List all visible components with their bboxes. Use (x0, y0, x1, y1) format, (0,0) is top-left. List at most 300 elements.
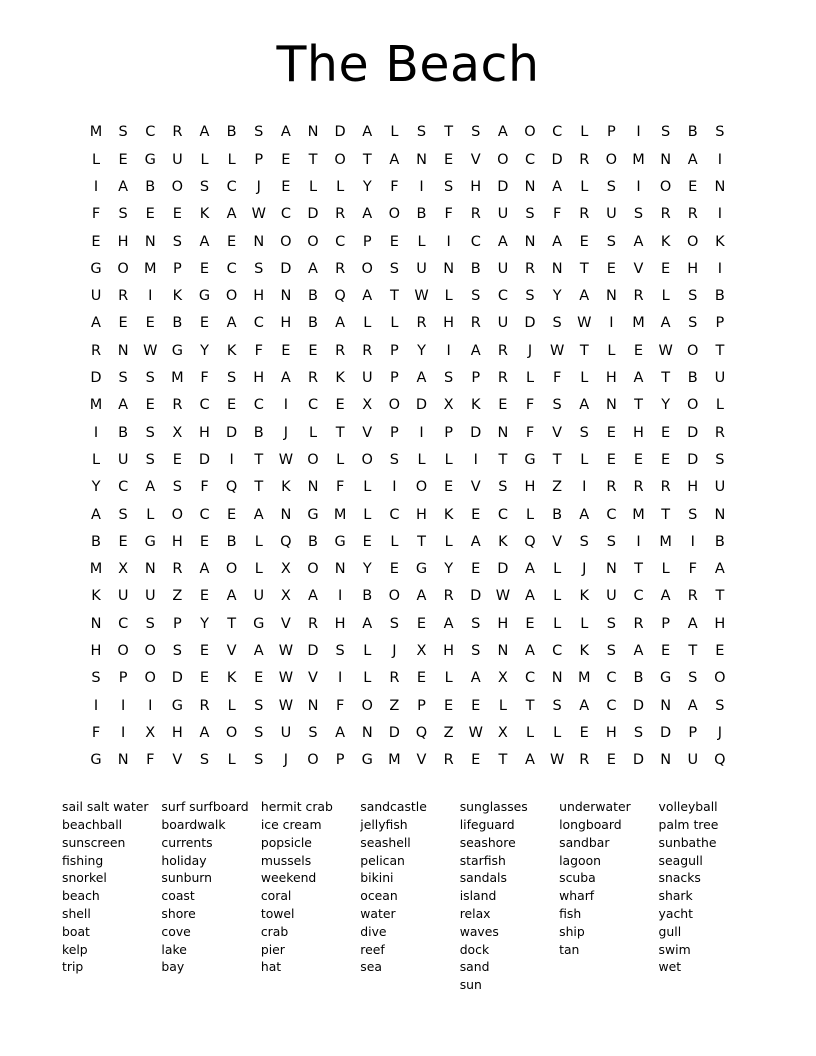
grid-letter: H (171, 533, 183, 550)
grid-letter: I (473, 451, 478, 468)
grid-letter: E (389, 561, 399, 578)
grid-letter: N (117, 752, 129, 769)
word-list-item: sand (459, 959, 490, 975)
grid-letter: H (605, 370, 617, 387)
grid-letter: M (89, 397, 103, 414)
grid-letter: K (199, 206, 210, 223)
word-list-item: sun (459, 977, 482, 993)
grid-letter: A (552, 178, 563, 195)
grid-letter: V (633, 260, 644, 277)
grid-letter: E (199, 315, 210, 332)
grid-letter: P (335, 752, 345, 769)
grid-letter: V (552, 533, 563, 550)
grid-letter: O (334, 151, 346, 168)
grid-letter: R (307, 615, 319, 632)
grid-letter: H (633, 424, 644, 441)
grid-letter: E (281, 151, 291, 168)
grid-letter: P (362, 233, 372, 250)
word-list-item: dock (459, 941, 490, 957)
grid-letter: G (171, 697, 183, 714)
grid-letter: R (714, 424, 725, 441)
grid-letter: E (498, 397, 508, 414)
grid-letter: H (199, 424, 210, 441)
word-list-item: island (459, 888, 497, 904)
grid-row (84, 692, 732, 719)
grid-letter: A (416, 588, 427, 605)
grid-letter: X (280, 561, 291, 578)
grid-letter: T (389, 288, 399, 305)
grid-letter: O (687, 397, 699, 414)
grid-letter: A (362, 615, 373, 632)
grid-letter: L (607, 342, 616, 359)
grid-letter: R (335, 206, 346, 223)
grid-letter: D (524, 315, 536, 332)
grid-letter: O (415, 479, 428, 496)
grid-letter: H (90, 643, 102, 660)
grid-letter: U (714, 479, 726, 496)
grid-letter: L (227, 697, 236, 714)
grid-letter: H (687, 479, 699, 496)
grid-letter: S (688, 315, 698, 332)
grid-letter: Y (200, 342, 209, 359)
grid-letter: G (660, 670, 672, 687)
grid-letter: G (361, 752, 373, 769)
grid-letter: S (145, 424, 155, 441)
word-list-item: wharf (559, 888, 595, 904)
word-list (58, 798, 758, 994)
grid-letter: E (579, 724, 589, 741)
grid-letter: X (497, 670, 508, 687)
grid-letter: O (225, 561, 238, 578)
grid-letter: T (254, 451, 264, 468)
grid-letter: C (606, 697, 617, 714)
word-list-item: sandcastle (360, 799, 427, 815)
grid-letter: E (172, 451, 182, 468)
grid-letter: N (280, 288, 292, 305)
grid-letter: C (226, 178, 237, 195)
grid-letter: O (687, 233, 699, 250)
grid-letter: E (308, 342, 318, 359)
grid-letter: H (253, 288, 265, 305)
grid-letter: L (91, 451, 101, 468)
grid-letter: L (336, 451, 345, 468)
grid-letter: A (118, 397, 129, 414)
grid-letter: A (308, 588, 318, 605)
grid-letter: E (172, 206, 182, 223)
grid-letter: C (199, 506, 210, 523)
grid-letter: H (524, 479, 536, 496)
word-list-item: kelp (62, 941, 88, 957)
grid-letter: N (90, 615, 102, 632)
grid-letter: O (117, 643, 129, 660)
grid-letter: U (172, 151, 183, 168)
grid-letter: D (632, 697, 645, 714)
grid-letter: A (687, 151, 698, 168)
grid-letter: O (144, 643, 156, 660)
grid-letter: F (525, 397, 535, 414)
grid-letter: N (605, 397, 617, 414)
grid-letter: P (390, 424, 399, 441)
grid-letter: N (605, 288, 617, 305)
grid-letter: A (145, 479, 156, 496)
grid-letter: R (606, 479, 617, 496)
grid-letter: H (687, 260, 699, 277)
word-list-item: currents (161, 834, 213, 850)
grid-letter: U (606, 206, 617, 223)
grid-letter: L (363, 506, 372, 523)
grid-letter: T (634, 561, 643, 578)
grid-letter: D (687, 451, 699, 468)
grid-letter: S (471, 288, 481, 305)
grid-letter: S (172, 479, 182, 496)
grid-letter: C (280, 206, 291, 223)
grid-letter: D (415, 397, 428, 414)
grid-row (84, 720, 732, 747)
word-list-item: sunburn (161, 870, 213, 886)
grid-letter: S (715, 697, 725, 714)
grid-letter: O (524, 124, 536, 141)
grid-letter: I (229, 451, 234, 468)
grid-letter: Z (552, 479, 563, 496)
grid-letter: G (198, 288, 211, 305)
grid-letter: A (335, 724, 346, 741)
grid-letter: S (308, 724, 318, 741)
grid-letter: D (280, 260, 292, 277)
grid-letter: N (714, 178, 726, 195)
word-list-item: pelican (360, 852, 405, 868)
grid-letter: E (661, 260, 671, 277)
grid-letter: L (553, 561, 562, 578)
grid-letter: E (118, 151, 128, 168)
grid-letter: P (390, 342, 399, 359)
grid-letter: L (417, 233, 426, 250)
grid-letter: E (661, 451, 671, 468)
grid-letter: I (93, 424, 99, 441)
grid-letter: R (199, 697, 210, 714)
grid-letter: M (577, 670, 591, 687)
word-list-column (559, 798, 658, 994)
grid-letter: C (633, 588, 644, 605)
grid-letter: E (199, 260, 210, 277)
word-list-item: shark (658, 888, 693, 904)
grid-letter: U (497, 206, 509, 223)
word-list-item: cove (161, 923, 191, 939)
grid-letter: L (308, 424, 318, 441)
word-list-item: underwater (559, 799, 631, 815)
grid-row (84, 638, 732, 665)
grid-letter: G (144, 151, 156, 168)
grid-letter: N (307, 697, 319, 714)
grid-row (84, 337, 732, 364)
grid-letter: W (549, 342, 565, 359)
grid-letter: E (715, 643, 725, 660)
grid-letter: Y (91, 479, 101, 496)
grid-letter: A (497, 124, 508, 141)
grid-letter: R (579, 151, 590, 168)
word-list-item: ocean (360, 888, 398, 904)
grid-letter: E (91, 233, 101, 250)
grid-letter: L (580, 370, 589, 387)
grid-letter: I (690, 533, 695, 550)
grid-letter: L (363, 315, 372, 332)
grid-letter: A (280, 124, 291, 141)
word-list-item: palm tree (658, 816, 719, 832)
grid-letter: O (117, 260, 129, 277)
grid-letter: S (525, 288, 535, 305)
grid-letter: J (392, 643, 397, 660)
grid-letter: K (91, 588, 101, 605)
grid-letter: R (633, 615, 644, 632)
grid-letter: T (335, 424, 345, 441)
grid-letter: U (253, 588, 265, 605)
grid-letter: O (605, 151, 618, 168)
grid-letter: D (388, 724, 400, 741)
grid-letter: E (281, 178, 291, 195)
word-list-item: boardwalk (161, 816, 226, 832)
grid-letter: S (606, 233, 616, 250)
word-list-item: fishing (62, 852, 104, 868)
grid-letter: W (468, 724, 483, 741)
grid-letter: L (553, 615, 562, 632)
grid-letter: B (145, 178, 156, 195)
grid-letter: N (253, 233, 265, 250)
grid-letter: W (278, 697, 294, 714)
grid-row (84, 474, 732, 501)
grid-letter: T (688, 643, 698, 660)
grid-letter: Y (362, 178, 372, 195)
grid-letter: E (227, 233, 237, 250)
grid-letter: U (416, 260, 427, 277)
grid-letter: V (416, 752, 427, 769)
grid-letter: I (636, 124, 641, 141)
grid-letter: K (579, 643, 589, 660)
grid-letter: A (226, 588, 237, 605)
grid-letter: C (307, 397, 319, 414)
grid-row (84, 201, 732, 228)
grid-letter: S (606, 533, 616, 550)
grid-letter: O (307, 561, 319, 578)
grid-letter: O (388, 206, 401, 223)
grid-letter: S (389, 260, 399, 277)
grid-letter: A (470, 533, 481, 550)
grid-letter: T (579, 260, 589, 277)
grid-letter: S (172, 233, 182, 250)
word-list-item: pier (260, 941, 285, 957)
grid-letter: Q (225, 479, 238, 496)
grid-letter: V (308, 670, 318, 687)
grid-letter: T (661, 506, 671, 523)
word-list-item: sunbathe (658, 834, 717, 850)
grid-letter: R (470, 315, 481, 332)
grid-letter: A (226, 315, 237, 332)
grid-letter: B (687, 370, 698, 387)
grid-letter: Y (661, 397, 671, 414)
word-list-item: sunglasses (459, 799, 528, 815)
grid-letter: L (254, 561, 263, 578)
grid-letter: S (254, 124, 264, 141)
grid-letter: H (497, 615, 509, 632)
word-list-item: ice cream (260, 816, 322, 832)
grid-letter: L (580, 178, 589, 195)
grid-letter: N (714, 506, 726, 523)
grid-letter: L (227, 151, 236, 168)
grid-letter: L (390, 315, 399, 332)
grid-letter: V (226, 643, 237, 660)
grid-letter: X (172, 424, 183, 441)
grid-letter: A (253, 506, 264, 523)
grid-letter: T (715, 342, 725, 359)
grid-letter: A (335, 315, 346, 332)
word-list-item: tan (559, 941, 580, 957)
grid-letter: K (470, 397, 481, 414)
grid-letter: R (172, 561, 183, 578)
grid-letter: F (91, 724, 101, 741)
grid-letter: M (143, 260, 157, 277)
grid-letter: H (470, 178, 482, 195)
grid-letter: E (145, 397, 155, 414)
grid-letter: A (525, 643, 535, 660)
grid-letter: L (444, 288, 453, 305)
grid-letter: C (552, 124, 563, 141)
grid-letter: P (118, 670, 128, 687)
grid-letter: A (579, 697, 590, 714)
grid-letter: S (471, 124, 481, 141)
word-list-item: sea (360, 959, 382, 975)
word-list-column (62, 798, 161, 994)
grid-letter: Z (443, 724, 454, 741)
grid-letter: H (605, 724, 617, 741)
grid-letter: K (498, 533, 508, 550)
grid-letter: I (93, 178, 99, 195)
grid-letter: R (470, 206, 481, 223)
grid-letter: R (118, 288, 129, 305)
grid-letter: S (118, 206, 128, 223)
grid-letter: O (714, 670, 726, 687)
grid-letter: I (717, 206, 723, 223)
word-list-item: sandals (459, 870, 507, 886)
grid-letter: N (497, 424, 509, 441)
grid-letter: M (632, 506, 645, 523)
grid-letter: A (687, 697, 698, 714)
grid-letter: U (497, 315, 509, 332)
grid-letter: B (552, 506, 563, 523)
grid-letter: B (633, 670, 644, 687)
grid-letter: W (278, 643, 294, 660)
grid-letter: F (200, 479, 209, 496)
grid-letter: S (715, 124, 725, 141)
word-list-item: sail salt water (62, 799, 149, 815)
grid-letter: D (470, 588, 482, 605)
grid-letter: O (388, 588, 401, 605)
grid-letter: S (335, 643, 345, 660)
grid-letter: N (524, 178, 536, 195)
grid-letter: L (661, 288, 670, 305)
grid-letter: I (283, 397, 289, 414)
word-list-item: towel (260, 905, 295, 921)
word-list-item: wet (658, 959, 682, 975)
grid-letter: Y (444, 561, 454, 578)
grid-letter: P (390, 370, 399, 387)
grid-letter: A (579, 397, 590, 414)
grid-letter: U (117, 451, 129, 468)
grid-letter: R (524, 260, 536, 277)
grid-letter: G (253, 615, 265, 632)
grid-letter: A (470, 342, 481, 359)
grid-letter: O (307, 752, 319, 769)
grid-letter: I (717, 151, 723, 168)
grid-letter: L (336, 178, 345, 195)
grid-letter: W (251, 206, 266, 223)
grid-letter: E (525, 615, 535, 632)
grid-letter: K (281, 479, 291, 496)
grid-letter: G (524, 451, 536, 468)
grid-letter: N (443, 260, 455, 277)
grid-row (84, 501, 732, 528)
grid-letter: N (551, 260, 563, 277)
grid-letter: N (307, 479, 319, 496)
grid-letter: J (527, 342, 533, 359)
grid-letter: S (145, 615, 155, 632)
word-list-item: yacht (658, 905, 693, 921)
grid-letter: K (660, 233, 671, 250)
word-list-item: shore (161, 905, 196, 921)
grid-letter: W (278, 451, 294, 468)
grid-letter: T (498, 752, 508, 769)
grid-letter: A (199, 561, 210, 578)
grid-letter: O (171, 506, 184, 523)
grid-letter: A (280, 370, 291, 387)
grid-letter: L (308, 178, 318, 195)
grid-letter: R (307, 370, 319, 387)
grid-letter: B (362, 588, 373, 605)
grid-letter: X (416, 643, 427, 660)
grid-letter: S (145, 451, 155, 468)
grid-letter: E (471, 506, 481, 523)
grid-letter: L (525, 370, 535, 387)
grid-letter: D (198, 451, 211, 468)
grid-letter: F (91, 206, 101, 223)
grid-letter: A (91, 506, 101, 523)
word-list-item: seagull (658, 852, 703, 868)
grid-row (84, 228, 732, 255)
grid-letter: E (145, 315, 155, 332)
grid-letter: C (470, 233, 481, 250)
grid-letter: B (226, 124, 237, 141)
grid-letter: S (552, 397, 562, 414)
grid-letter: A (525, 752, 535, 769)
grid-row (84, 556, 732, 583)
grid-letter: D (307, 643, 319, 660)
grid-letter: H (714, 615, 726, 632)
grid-letter: X (362, 397, 373, 414)
grid-letter: R (660, 206, 671, 223)
grid-letter: P (417, 697, 426, 714)
grid-letter: A (199, 124, 210, 141)
grid-row (84, 119, 732, 146)
grid-letter: O (388, 397, 401, 414)
grid-letter: P (254, 151, 264, 168)
grid-letter: E (335, 397, 345, 414)
grid-letter: F (335, 697, 345, 714)
grid-letter: D (171, 670, 183, 687)
grid-letter: E (118, 315, 128, 332)
grid-letter: S (471, 643, 481, 660)
word-list-item: sunscreen (62, 834, 126, 850)
grid-letter: C (253, 397, 264, 414)
grid-letter: B (714, 533, 725, 550)
grid-letter: A (633, 643, 644, 660)
grid-letter: W (143, 342, 158, 359)
